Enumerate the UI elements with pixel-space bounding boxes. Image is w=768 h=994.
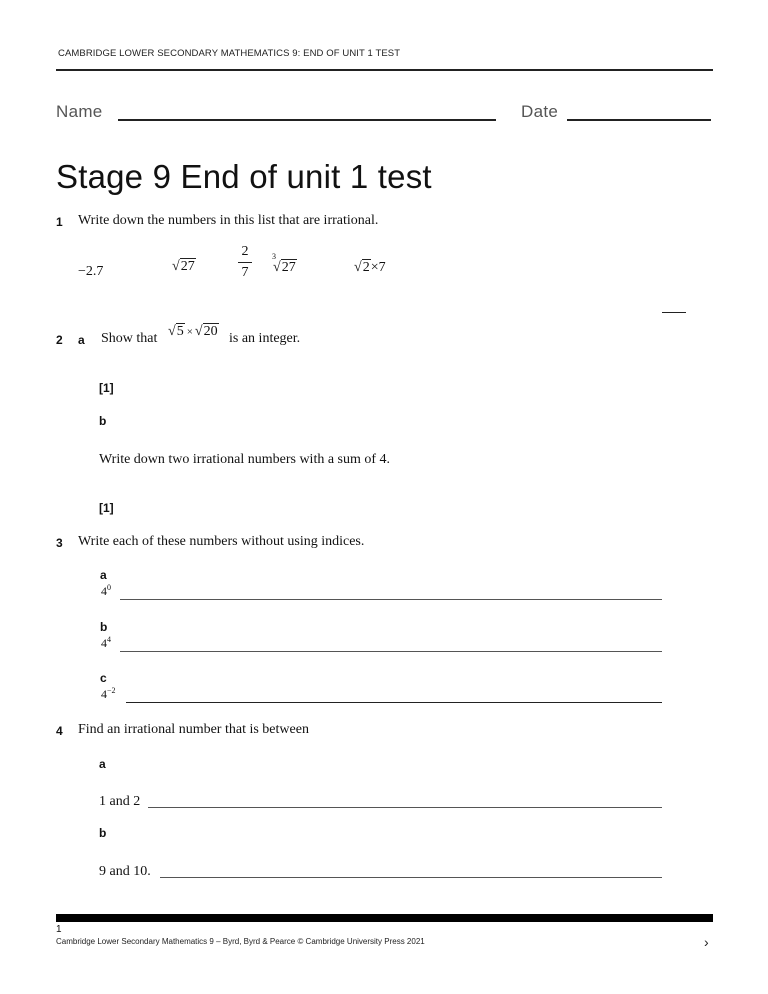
date-field[interactable] bbox=[567, 119, 711, 121]
page-number: 1 bbox=[56, 924, 62, 935]
fraction-bar bbox=[238, 262, 252, 263]
q2-a-expression bbox=[168, 323, 219, 340]
q3-number: 3 bbox=[56, 536, 63, 550]
q3-part-a-label: a bbox=[100, 568, 107, 582]
footer-copyright: Cambridge Lower Secondary Mathematics 9 – Byrd, Byrd & Pearce © Cambridge University Press 2021 bbox=[56, 937, 425, 946]
exponent: −2 bbox=[107, 686, 116, 695]
q3-part-c-label: c bbox=[100, 671, 107, 685]
base: 4 bbox=[101, 687, 107, 701]
q1-text: Write down the numbers in this list that are irrational. bbox=[78, 213, 379, 228]
q2-part-a-label: a bbox=[78, 333, 85, 347]
q3-a-answer-line[interactable] bbox=[120, 599, 662, 600]
radicand: 27 bbox=[180, 259, 195, 274]
q2-b-text: Write down two irrational numbers with a sum of 4. bbox=[99, 452, 391, 467]
fraction-denominator: 7 bbox=[241, 265, 249, 280]
times-sign: × bbox=[186, 326, 193, 338]
sqrt-symbol: √ bbox=[172, 259, 180, 274]
q4-b-answer-line[interactable] bbox=[160, 877, 662, 878]
q4-text: Find an irrational number that is between bbox=[78, 722, 309, 737]
exponent: 0 bbox=[107, 583, 111, 592]
page-title: Stage 9 End of unit 1 test bbox=[56, 158, 432, 195]
name-label: Name bbox=[56, 102, 103, 121]
root-symbol: √ bbox=[273, 259, 281, 275]
times-seven: ×7 bbox=[370, 260, 386, 275]
running-header: CAMBRIDGE LOWER SECONDARY MATHEMATICS 9: END OF UNIT 1 TEST bbox=[58, 48, 401, 59]
q2-a-mark: [1] bbox=[99, 381, 114, 395]
q2-number: 2 bbox=[56, 333, 63, 347]
sqrt-symbol: √ bbox=[354, 260, 362, 275]
q3-text: Write each of these numbers without using indices. bbox=[78, 534, 365, 549]
q4-part-a-label: a bbox=[99, 757, 106, 771]
q4-part-b-label: b bbox=[99, 826, 107, 840]
q3-part-b-label: b bbox=[100, 620, 108, 634]
q2-a-text-after: is an integer. bbox=[229, 331, 301, 346]
q1-mark-line bbox=[662, 312, 686, 313]
radicand: 5 bbox=[176, 324, 184, 339]
root-index: 3 bbox=[272, 252, 276, 261]
q2-b-mark: [1] bbox=[99, 501, 114, 515]
fraction-numerator: 2 bbox=[241, 244, 249, 259]
header-rule bbox=[56, 69, 713, 71]
q4-a-text: 1 and 2 bbox=[99, 794, 141, 809]
sqrt-symbol: √ bbox=[168, 324, 176, 339]
footer-bar bbox=[56, 914, 713, 922]
name-field[interactable] bbox=[118, 119, 496, 121]
q1-item-cbrt27 bbox=[272, 252, 297, 276]
q4-a-answer-line[interactable] bbox=[148, 807, 662, 808]
base: 4 bbox=[101, 636, 107, 650]
radicand: 20 bbox=[203, 324, 218, 339]
q2-part-b-label: b bbox=[99, 414, 107, 428]
q3-b-answer-line[interactable] bbox=[120, 651, 662, 652]
q4-number: 4 bbox=[56, 724, 63, 738]
q4-b-text: 9 and 10. bbox=[99, 864, 151, 879]
base: 4 bbox=[101, 584, 107, 598]
radicand: 2 bbox=[362, 260, 370, 275]
date-label: Date bbox=[521, 102, 559, 121]
q1-item-fraction bbox=[238, 244, 252, 281]
exponent: 4 bbox=[107, 635, 111, 644]
q1-item-neg: −2.7 bbox=[78, 264, 104, 279]
q2-a-text-before: Show that bbox=[101, 331, 158, 346]
next-page-icon[interactable]: › bbox=[704, 934, 709, 950]
q1-item-sqrt27 bbox=[172, 258, 196, 275]
q3-c-answer-line[interactable] bbox=[126, 702, 662, 703]
radicand: 27 bbox=[281, 259, 296, 275]
sqrt-symbol: √ bbox=[194, 324, 203, 339]
q3-c-expression bbox=[101, 686, 116, 702]
q3-b-expression bbox=[101, 635, 111, 651]
q3-a-expression bbox=[101, 583, 111, 599]
q1-number: 1 bbox=[56, 215, 63, 229]
q1-item-sqrt2x7 bbox=[354, 259, 386, 276]
